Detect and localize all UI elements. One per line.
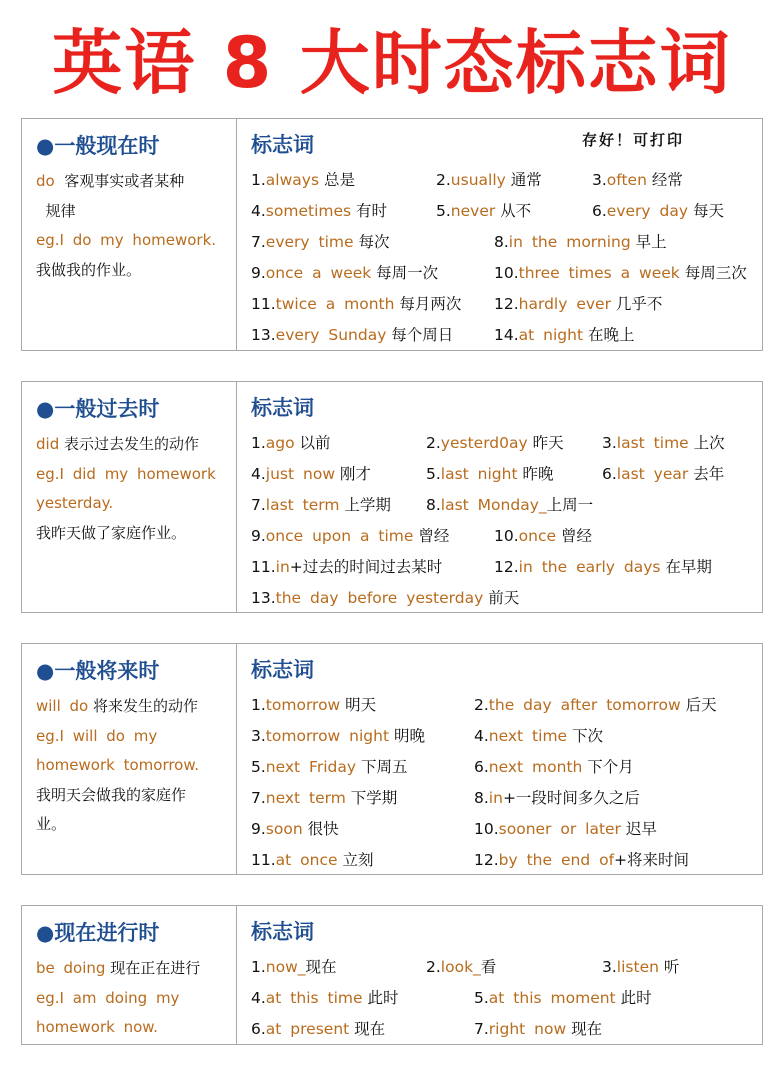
marker-english: right now <box>488 1020 567 1038</box>
marker-word <box>436 169 542 191</box>
marker-word <box>474 787 640 809</box>
marker-english: at this moment <box>488 989 616 1007</box>
marker-chinese: +将来时间 <box>614 851 690 869</box>
tense-definition-panel <box>22 382 237 612</box>
marker-english: next term <box>265 789 346 807</box>
marker-chinese: 每次 <box>353 233 390 251</box>
marker-number: 14. <box>494 326 519 344</box>
marker-english: tomorrow <box>265 696 341 714</box>
marker-chinese: 很快 <box>302 820 339 838</box>
marker-english: last Monday_ <box>440 496 547 514</box>
marker-english: in <box>488 789 503 807</box>
marker-word <box>494 525 592 547</box>
marker-chinese: 以前 <box>294 434 331 452</box>
english-text: do <box>36 172 55 190</box>
marker-number: 4. <box>251 202 266 220</box>
marker-english: last term <box>265 496 340 514</box>
marker-chinese: 下周五 <box>356 758 408 776</box>
marker-word <box>251 756 407 778</box>
marker-chinese: 在早期 <box>660 558 712 576</box>
marker-chinese: 下次 <box>567 727 604 745</box>
marker-chinese: 听 <box>658 958 680 976</box>
marker-word <box>494 293 662 315</box>
chinese-text: 将来发生的动作 <box>88 697 199 715</box>
english-text: eg.I will do my <box>36 726 158 745</box>
english-text: homework tomorrow. <box>36 756 200 774</box>
marker-chinese: 上次 <box>688 434 725 452</box>
marker-english: often <box>606 171 647 189</box>
marker-number: 2. <box>474 696 489 714</box>
description-line <box>36 722 226 752</box>
chinese-text: 我昨天做了家庭作业。 <box>36 523 187 542</box>
chinese-text: 业。 <box>36 815 67 833</box>
marker-word <box>474 987 652 1009</box>
marker-word <box>494 262 747 284</box>
marker-english: next Friday <box>265 758 357 776</box>
marker-english: last year <box>616 465 689 483</box>
marker-number: 4. <box>474 727 489 745</box>
marker-english: every time <box>265 233 354 251</box>
chinese-text: 规律 <box>36 201 76 220</box>
marker-chinese: 现在 <box>349 1020 386 1038</box>
marker-chinese: 上周一 <box>546 496 594 514</box>
marker-number: 6. <box>592 202 607 220</box>
page-title: 英语 8 大时态标志词 <box>52 22 732 104</box>
chinese-text: 我做我的作业。 <box>36 260 142 279</box>
marker-word <box>251 1018 385 1040</box>
marker-chinese: 每月两次 <box>394 295 462 313</box>
marker-english: every Sunday <box>275 326 387 344</box>
tense-heading: ●一般过去时 <box>36 397 160 421</box>
marker-english: at present <box>265 1020 350 1038</box>
marker-chinese: 总是 <box>319 171 355 189</box>
marker-number: 8. <box>474 789 489 807</box>
marker-chinese: 明晚 <box>389 727 425 745</box>
marker-number: 6. <box>251 1020 266 1038</box>
description-line <box>36 489 226 519</box>
marker-english: ago <box>265 434 295 452</box>
marker-number: 8. <box>426 496 441 514</box>
marker-heading: 标志词 <box>251 920 314 944</box>
marker-chinese: 下学期 <box>345 789 398 807</box>
marker-word <box>251 525 449 547</box>
marker-number: 13. <box>251 589 276 607</box>
marker-chinese: 昨天 <box>527 434 564 452</box>
marker-english: once upon a time <box>265 527 414 545</box>
marker-word <box>426 432 564 454</box>
marker-word <box>251 324 453 346</box>
description-line <box>36 430 226 460</box>
marker-english: soon <box>265 820 303 838</box>
marker-english: in the early days <box>518 558 661 576</box>
marker-heading: 标志词 <box>251 133 314 157</box>
marker-word <box>251 494 391 516</box>
marker-number: 10. <box>494 264 519 282</box>
marker-number: 2. <box>426 958 441 976</box>
marker-english: the day before yesterday <box>275 589 484 607</box>
marker-number: 5. <box>474 989 489 1007</box>
marker-chinese: 刚才 <box>335 465 371 483</box>
marker-word <box>251 262 438 284</box>
tense-card-simple-past <box>21 381 763 613</box>
description-line <box>36 167 226 197</box>
marker-number: 2. <box>426 434 441 452</box>
marker-chinese: 明天 <box>340 696 377 714</box>
marker-english: the day after tomorrow <box>488 696 681 714</box>
chinese-text: 表示过去发生的动作 <box>59 435 199 453</box>
marker-english: sometimes <box>265 202 352 220</box>
marker-number: 7. <box>251 789 266 807</box>
tense-heading: ●一般将来时 <box>36 659 160 683</box>
marker-english: look_ <box>440 958 481 976</box>
marker-chinese: 下个月 <box>582 758 634 776</box>
marker-number: 12. <box>494 558 519 576</box>
marker-word <box>251 694 376 716</box>
description-line <box>36 460 226 490</box>
marker-word <box>592 169 683 191</box>
marker-word <box>251 432 331 454</box>
marker-word <box>426 494 593 516</box>
marker-chinese: 昨晚 <box>517 465 554 483</box>
marker-english: next month <box>488 758 583 776</box>
english-text: be doing <box>36 959 106 977</box>
marker-number: 9. <box>251 264 266 282</box>
marker-english: once <box>518 527 557 545</box>
marker-chinese: 几乎不 <box>610 295 663 313</box>
marker-chinese: 曾经 <box>413 527 450 545</box>
marker-number: 4. <box>251 989 266 1007</box>
tense-card-present-continuous <box>21 905 763 1045</box>
marker-words-panel <box>237 382 762 612</box>
english-text: will do <box>36 697 89 715</box>
english-text: eg.I do my homework. <box>36 231 217 249</box>
marker-number: 5. <box>436 202 451 220</box>
marker-chinese: 从不 <box>495 202 532 220</box>
marker-number: 13. <box>251 326 276 344</box>
marker-number: 5. <box>426 465 441 483</box>
marker-heading: 标志词 <box>251 396 314 420</box>
marker-number: 1. <box>251 958 266 976</box>
marker-english: last night <box>440 465 518 483</box>
marker-word <box>251 463 371 485</box>
marker-english: next time <box>488 727 568 745</box>
marker-number: 11. <box>251 851 276 869</box>
marker-chinese: 迟早 <box>620 820 657 838</box>
marker-number: 10. <box>494 527 519 545</box>
description-line <box>36 519 226 549</box>
marker-word <box>251 231 389 253</box>
english-text: yesterday. <box>36 494 114 512</box>
tense-description <box>36 430 226 548</box>
marker-word <box>426 956 496 978</box>
marker-english: by the end of <box>498 851 615 869</box>
marker-word <box>426 463 554 485</box>
marker-number: 6. <box>602 465 617 483</box>
description-line <box>36 954 226 984</box>
marker-word <box>602 956 679 978</box>
marker-word <box>474 694 717 716</box>
chinese-text: 现在正在进行 <box>105 959 201 977</box>
marker-number: 5. <box>251 758 266 776</box>
marker-word <box>474 1018 602 1040</box>
marker-number: 3. <box>602 958 617 976</box>
marker-word <box>494 556 712 578</box>
marker-chinese: 经常 <box>646 171 683 189</box>
description-line <box>36 781 226 811</box>
marker-english: now_ <box>265 958 306 976</box>
marker-chinese: 每个周日 <box>386 326 454 344</box>
marker-chinese: 每周一次 <box>371 264 439 282</box>
marker-chinese: 前天 <box>483 589 520 607</box>
marker-word <box>494 324 634 346</box>
tense-definition-panel <box>22 644 237 874</box>
marker-english: always <box>265 171 320 189</box>
marker-chinese: 立刻 <box>337 851 374 869</box>
marker-chinese: 此时 <box>362 989 399 1007</box>
marker-word <box>474 818 657 840</box>
marker-word <box>251 787 397 809</box>
english-text: homework now. <box>36 1018 158 1036</box>
marker-chinese: +过去的时间过去某时 <box>289 558 443 576</box>
marker-number: 1. <box>251 696 266 714</box>
marker-english: sooner or later <box>498 820 621 838</box>
tense-card-simple-future <box>21 643 763 875</box>
marker-english: just now <box>265 465 335 483</box>
description-line <box>36 1013 226 1043</box>
marker-word <box>474 849 689 871</box>
marker-chinese: +一段时间多久之后 <box>502 789 640 807</box>
marker-chinese: 上学期 <box>339 496 391 514</box>
marker-word <box>251 200 387 222</box>
marker-words-panel <box>237 644 762 874</box>
description-line <box>36 692 226 722</box>
marker-english: in <box>275 558 290 576</box>
marker-english: yesterd0ay <box>440 434 528 452</box>
marker-number: 3. <box>592 171 607 189</box>
marker-number: 1. <box>251 171 266 189</box>
marker-english: every day <box>606 202 689 220</box>
tense-card-simple-present <box>21 118 763 351</box>
marker-word <box>474 725 603 747</box>
marker-chinese: 在晚上 <box>583 326 635 344</box>
marker-number: 8. <box>494 233 509 251</box>
print-note: 存好！可打印 <box>582 131 685 149</box>
description-line <box>36 256 226 286</box>
marker-english: twice a month <box>275 295 395 313</box>
marker-english: never <box>450 202 496 220</box>
marker-word <box>251 818 339 840</box>
marker-number: 6. <box>474 758 489 776</box>
marker-english: last time <box>616 434 689 452</box>
description-line <box>36 810 226 840</box>
description-line <box>36 984 226 1014</box>
english-text: eg.I am doing my <box>36 988 180 1007</box>
marker-chinese: 通常 <box>505 171 542 189</box>
tense-definition-panel <box>22 119 237 350</box>
marker-english: usually <box>450 171 506 189</box>
marker-words-panel <box>237 119 762 350</box>
marker-english: at night <box>518 326 584 344</box>
marker-number: 9. <box>251 527 266 545</box>
marker-word <box>494 231 667 253</box>
marker-number: 4. <box>251 465 266 483</box>
marker-number: 7. <box>251 233 266 251</box>
marker-chinese: 此时 <box>615 989 652 1007</box>
marker-word <box>251 849 373 871</box>
marker-number: 1. <box>251 434 266 452</box>
marker-word <box>436 200 531 222</box>
marker-chinese: 后天 <box>680 696 717 714</box>
marker-number: 3. <box>251 727 266 745</box>
marker-chinese: 看 <box>480 958 497 976</box>
marker-chinese: 去年 <box>688 465 725 483</box>
marker-word <box>251 169 355 191</box>
tense-description <box>36 692 226 840</box>
marker-english: in the morning <box>508 233 631 251</box>
marker-number: 12. <box>474 851 499 869</box>
marker-word <box>251 987 398 1009</box>
marker-word <box>474 756 634 778</box>
english-text: did <box>36 435 60 453</box>
marker-english: hardly ever <box>518 295 611 313</box>
marker-word <box>602 463 724 485</box>
marker-chinese: 曾经 <box>556 527 592 545</box>
marker-number: 3. <box>602 434 617 452</box>
english-text: eg.I did my homework <box>36 464 216 483</box>
marker-chinese: 有时 <box>351 202 388 220</box>
marker-english: tomorrow night <box>265 727 390 745</box>
marker-word <box>251 956 337 978</box>
chinese-text: 客观事实或者某种 <box>54 172 185 190</box>
marker-number: 7. <box>474 1020 489 1038</box>
tense-heading: ●一般现在时 <box>36 134 160 158</box>
marker-word <box>251 293 461 315</box>
marker-words-panel <box>237 906 762 1044</box>
description-line <box>36 751 226 781</box>
tense-description <box>36 167 226 285</box>
tense-description <box>36 954 226 1043</box>
marker-number: 2. <box>436 171 451 189</box>
marker-number: 11. <box>251 295 276 313</box>
marker-word <box>251 587 519 609</box>
marker-english: at once <box>275 851 338 869</box>
marker-chinese: 每天 <box>688 202 724 220</box>
tense-definition-panel <box>22 906 237 1044</box>
marker-english: at this time <box>265 989 363 1007</box>
description-line <box>36 226 226 256</box>
marker-number: 9. <box>251 820 266 838</box>
marker-english: three times a week <box>518 264 680 282</box>
marker-number: 12. <box>494 295 519 313</box>
marker-chinese: 每周三次 <box>679 264 747 282</box>
marker-number: 10. <box>474 820 499 838</box>
marker-word <box>602 432 725 454</box>
marker-heading: 标志词 <box>251 658 314 682</box>
chinese-text: 我明天会做我的家庭作 <box>36 785 187 804</box>
marker-number: 7. <box>251 496 266 514</box>
marker-word <box>592 200 724 222</box>
marker-word <box>251 725 425 747</box>
marker-english: listen <box>616 958 659 976</box>
marker-word <box>251 556 442 578</box>
tense-heading: ●现在进行时 <box>36 921 160 945</box>
marker-chinese: 现在 <box>305 958 337 976</box>
description-line <box>36 197 226 227</box>
marker-chinese: 现在 <box>566 1020 603 1038</box>
marker-number: 11. <box>251 558 276 576</box>
marker-english: once a week <box>265 264 372 282</box>
marker-chinese: 早上 <box>630 233 667 251</box>
